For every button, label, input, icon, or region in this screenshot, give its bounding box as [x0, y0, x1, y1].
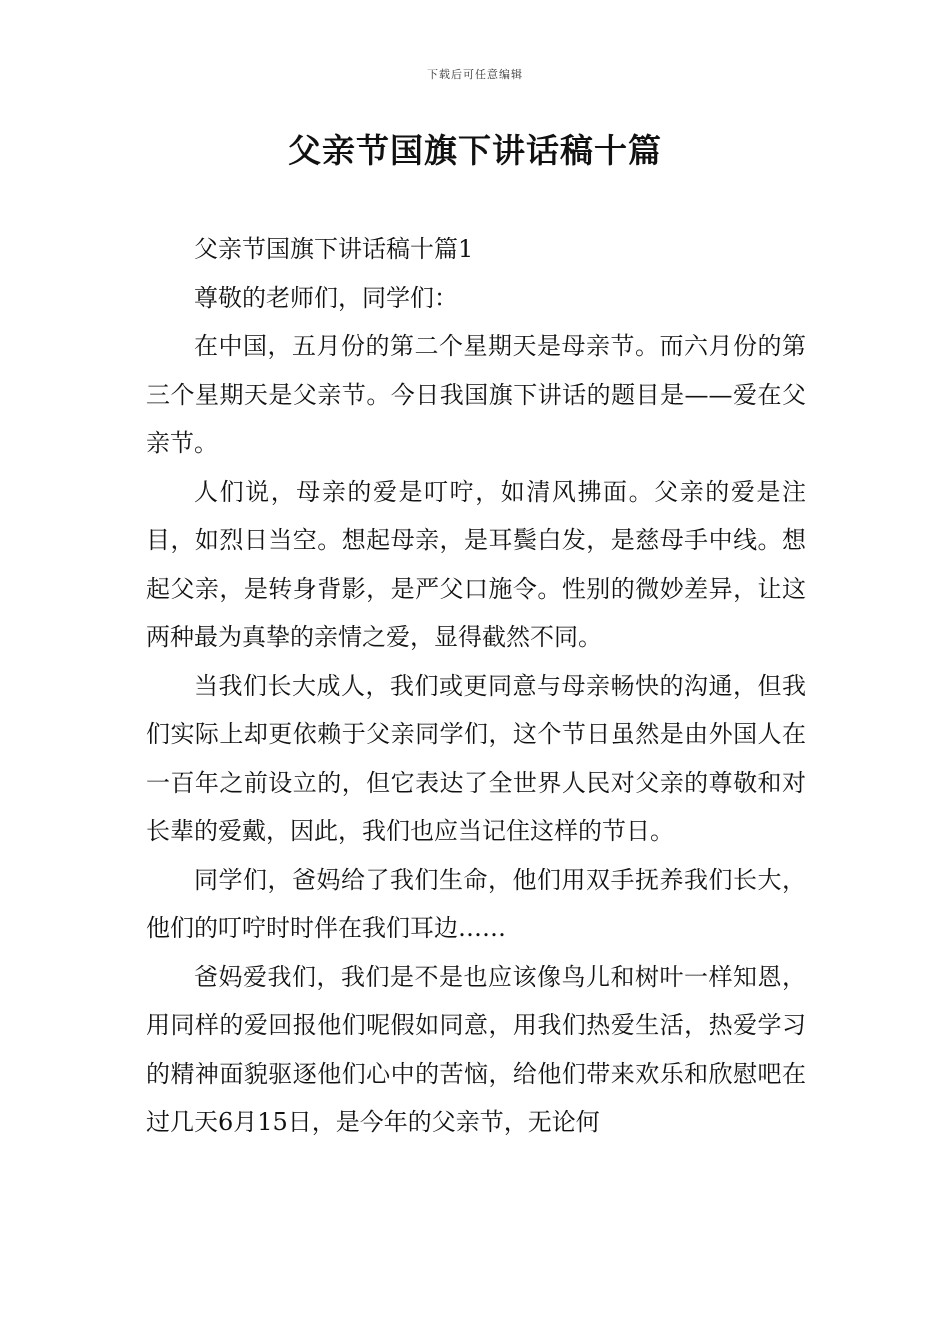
body-paragraph: 同学们，爸妈给了我们生命，他们用双手抚养我们长大，他们的叮咛时时伴在我们耳边…… [146, 865, 806, 942]
section-heading: 父亲节国旗下讲话稿十篇1 [194, 235, 474, 263]
salutation: 尊敬的老师们，同学们： [194, 283, 458, 312]
body-paragraph: 爸妈爱我们，我们是不是也应该像鸟儿和树叶一样知恩，用同样的爱回报他们呢假如同意，用我们热爱生活，热爱学习的精神面貌驱逐他们心中的苦恼，给他们带来欢乐和欣慰吧在过几天6月15日，是今年的父亲节，无论何 [146, 962, 806, 1136]
page-header-note: 下载后可任意编辑 [427, 68, 523, 81]
body-paragraph: 在中国，五月份的第二个星期天是母亲节。而六月份的第三个星期天是父亲节。今日我国旗下讲话的题目是——爱在父亲节。 [146, 332, 806, 457]
body-paragraph: 人们说，母亲的爱是叮咛，如清风拂面。父亲的爱是注目，如烈日当空。想起母亲，是耳鬓白发，是慈母手中线。想起父亲，是转身背影，是严父口施令。性别的微妙差异，让这两种最为真挚的亲情之爱，显得截然不同。 [146, 477, 806, 651]
body-paragraph: 当我们长大成人，我们或更同意与母亲畅快的沟通，但我们实际上却更依赖于父亲同学们，这个节日虽然是由外国人在一百年之前设立的，但它表达了全世界人民对父亲的尊敬和对长辈的爱戴，因此，我们也应当记住这样的节日。 [146, 671, 806, 845]
document-body [146, 225, 806, 1147]
document-title: 父亲节国旗下讲话稿十篇 [288, 131, 662, 170]
